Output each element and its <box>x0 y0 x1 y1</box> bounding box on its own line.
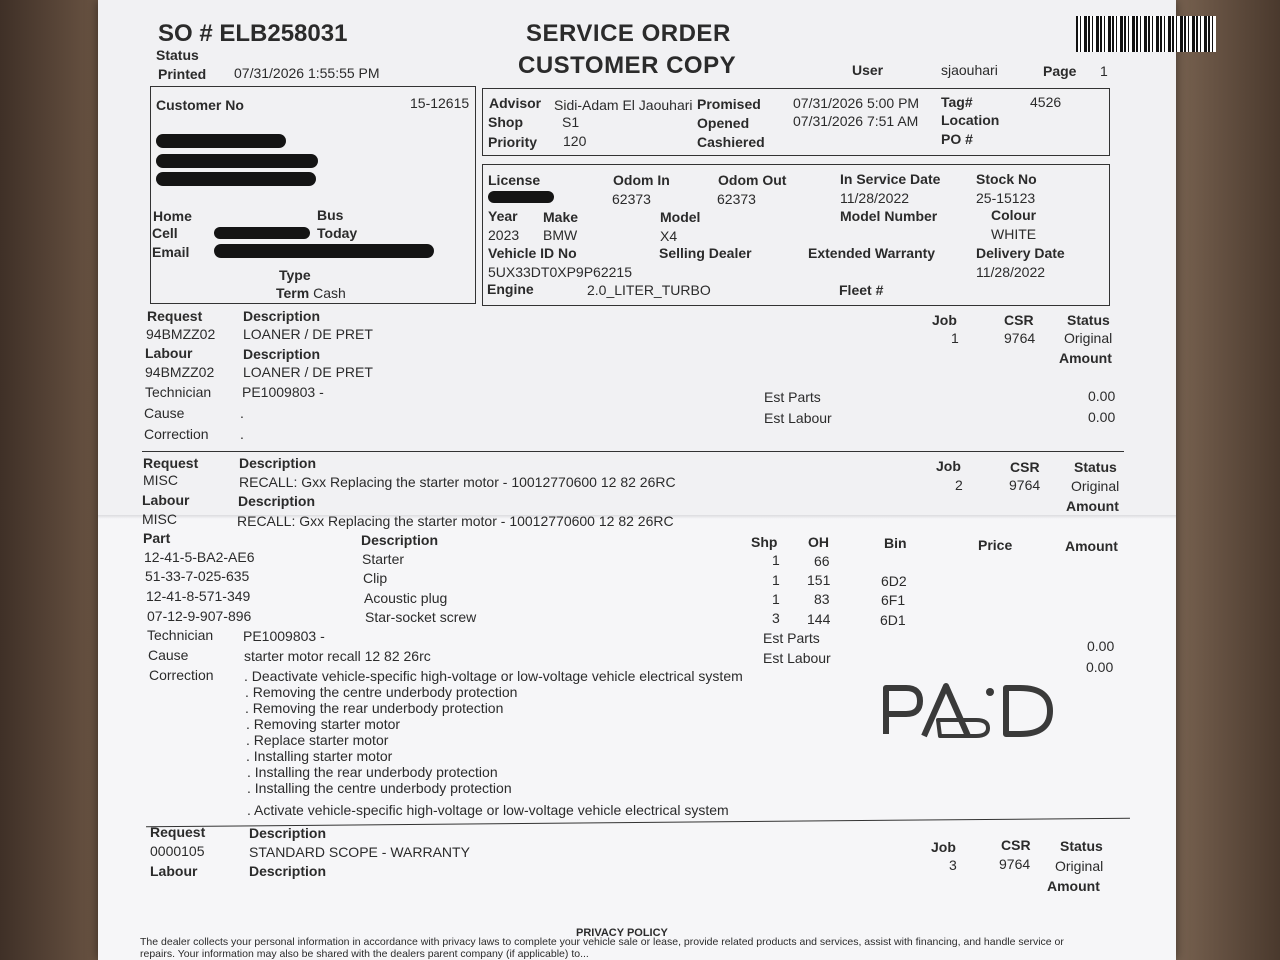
job1-description-label: Description <box>243 308 321 324</box>
job2-est-parts-value: 0.00 <box>1087 638 1115 654</box>
job3-status-value: Original <box>1055 858 1104 874</box>
part-row-1-desc: Starter <box>362 551 405 567</box>
odom-in-value: 62373 <box>612 191 651 207</box>
job1-est-parts-label: Est Parts <box>764 389 821 405</box>
page-value: 1 <box>1100 63 1108 79</box>
job3-labour-label: Labour <box>150 863 198 879</box>
promised-label: Promised <box>697 96 761 112</box>
part-row-1-number: 12-41-5-BA2-AE6 <box>144 549 255 565</box>
redaction-name <box>156 134 286 148</box>
job2-csr-value: 9764 <box>1009 477 1041 493</box>
part-row-4-number: 07-12-9-907-896 <box>147 608 252 624</box>
title-customer-copy: CUSTOMER COPY <box>518 52 737 79</box>
promised-value: 07/31/2026 5:00 PM <box>793 95 920 111</box>
selling-dealer-label: Selling Dealer <box>659 245 752 261</box>
job1-labour-code: 94BMZZ02 <box>145 364 215 380</box>
job2-description-label: Description <box>239 455 317 471</box>
part-row-1-shp: 1 <box>772 552 780 568</box>
part-row-4-desc: Star-socket screw <box>365 609 477 625</box>
job3-status-label: Status <box>1060 838 1103 854</box>
job1-est-parts-value: 0.00 <box>1088 388 1116 404</box>
stock-label: Stock No <box>976 171 1037 187</box>
engine-value: 2.0_LITER_TURBO <box>587 282 711 298</box>
delivery-date-value: 11/28/2022 <box>976 264 1046 280</box>
part-row-3-bin: 6F1 <box>881 592 906 608</box>
delivery-date-label: Delivery Date <box>976 245 1065 261</box>
job2-request-label: Request <box>143 455 199 471</box>
part-row-3-desc: Acoustic plug <box>364 590 448 606</box>
part-row-2-desc: Clip <box>363 570 388 586</box>
status-label: Status <box>156 47 199 63</box>
stock-value: 25-15123 <box>976 190 1036 206</box>
part-row-4-oh: 144 <box>807 611 831 627</box>
job2-amount-label: Amount <box>1066 498 1119 514</box>
email-label: Email <box>152 244 190 260</box>
po-label: PO # <box>941 131 973 147</box>
part-row-4-bin: 6D1 <box>880 612 906 628</box>
redaction-license <box>488 191 554 203</box>
part-row-2-shp: 1 <box>772 572 780 588</box>
job2-correction-label: Correction <box>149 667 214 683</box>
job1-job-value: 1 <box>951 330 959 346</box>
title-service-order: SERVICE ORDER <box>526 20 731 47</box>
term-label: Term <box>276 285 310 301</box>
job1-labour-desc: LOANER / DE PRET <box>243 364 373 380</box>
advisor-value: Sidi-Adam El Jaouhari <box>554 97 693 113</box>
part-row-3-number: 12-41-8-571-349 <box>146 588 251 604</box>
parts-header-price: Price <box>978 537 1013 553</box>
job2-cause-label: Cause <box>148 647 189 663</box>
privacy-title: PRIVACY POLICY <box>576 927 668 939</box>
customer-no-label: Customer No <box>156 97 244 113</box>
job2-technician-label: Technician <box>147 627 214 643</box>
job1-est-labour-value: 0.00 <box>1088 409 1116 425</box>
user-label: User <box>852 62 884 78</box>
user-value: sjaouhari <box>941 62 998 78</box>
fleet-label: Fleet # <box>839 282 884 298</box>
job2-request-code: MISC <box>143 472 178 488</box>
job2-status-label: Status <box>1074 459 1117 475</box>
parts-header-description: Description <box>361 532 439 548</box>
model-label: Model <box>660 209 701 225</box>
job2-status-value: Original <box>1071 478 1120 494</box>
in-service-label: In Service Date <box>840 171 941 187</box>
background-left <box>0 0 100 960</box>
job3-job-label: Job <box>931 839 956 855</box>
part-row-4-shp: 3 <box>772 610 780 626</box>
make-label: Make <box>543 209 579 225</box>
job1-est-labour-label: Est Labour <box>764 410 832 426</box>
job2-job-value: 2 <box>955 477 963 493</box>
bus-label: Bus <box>317 207 344 223</box>
correction-step-8: . Installing the centre underbody protection <box>247 780 512 796</box>
priority-value: 120 <box>563 133 587 149</box>
license-label: License <box>488 172 541 188</box>
job1-status-value: Original <box>1064 330 1113 346</box>
shop-value: S1 <box>562 114 580 130</box>
customer-box <box>150 86 476 304</box>
type-label: Type <box>279 267 311 283</box>
job1-job-label: Job <box>932 312 957 328</box>
job1-labour-description-label: Description <box>243 346 321 362</box>
opened-value: 07/31/2026 7:51 AM <box>793 113 919 129</box>
job1-labour-label: Labour <box>145 345 193 361</box>
odom-out-value: 62373 <box>717 191 756 207</box>
year-label: Year <box>488 208 518 224</box>
part-row-1-oh: 66 <box>814 553 830 569</box>
model-value: X4 <box>660 228 678 244</box>
tag-value: 4526 <box>1030 94 1062 110</box>
background-right <box>1170 0 1280 960</box>
job1-correction-label: Correction <box>144 426 209 442</box>
job3-request-desc: STANDARD SCOPE - WARRANTY <box>249 844 470 860</box>
correction-step-7: . Installing the rear underbody protection <box>247 764 498 780</box>
job2-csr-label: CSR <box>1010 459 1040 475</box>
divider-job2 <box>142 451 1124 452</box>
opened-label: Opened <box>697 115 750 131</box>
customer-no-value: 15-12615 <box>410 95 470 111</box>
barcode <box>1076 16 1216 52</box>
vin-value: 5UX33DT0XP9P62215 <box>488 264 632 280</box>
printed-label: Printed <box>158 66 207 82</box>
job1-request-desc: LOANER / DE PRET <box>243 326 373 342</box>
privacy-line-2: repairs. Your information may also be shared with the dealers parent company (if applicable) to... <box>140 948 589 960</box>
redaction-city <box>156 172 316 186</box>
job2-est-labour-value: 0.00 <box>1086 659 1114 675</box>
parts-header-amount: Amount <box>1065 538 1118 554</box>
redaction-address <box>156 154 318 168</box>
odom-in-label: Odom In <box>613 172 670 188</box>
home-label: Home <box>153 208 192 224</box>
job2-job-label: Job <box>936 458 961 474</box>
job2-est-parts-label: Est Parts <box>763 630 820 646</box>
vin-label: Vehicle ID No <box>488 245 577 261</box>
job1-technician-value: PE1009803 - <box>242 384 324 400</box>
redaction-cell <box>214 227 310 239</box>
location-label: Location <box>941 112 1000 128</box>
page-label: Page <box>1043 63 1077 79</box>
correction-step-2: . Removing the centre underbody protection <box>245 684 518 700</box>
job1-csr-value: 9764 <box>1004 330 1036 346</box>
parts-header-oh: OH <box>808 534 829 550</box>
engine-label: Engine <box>487 281 534 297</box>
job3-csr-label: CSR <box>1001 837 1031 853</box>
parts-header-shp: Shp <box>751 534 778 550</box>
job3-request-code: 0000105 <box>150 843 205 859</box>
job1-cause-label: Cause <box>144 405 185 421</box>
job2-labour-description-label: Description <box>238 493 316 509</box>
model-number-label: Model Number <box>840 208 938 224</box>
part-row-2-oh: 151 <box>807 572 831 588</box>
job2-labour-code: MISC <box>142 511 177 527</box>
job2-cause-value: starter motor recall 12 82 26rc <box>244 648 431 664</box>
job3-description-label: Description <box>249 825 327 841</box>
job3-job-value: 3 <box>949 857 957 873</box>
part-row-2-bin: 6D2 <box>881 573 907 589</box>
job3-amount-label: Amount <box>1047 878 1100 894</box>
correction-step-6: . Installing starter motor <box>246 748 393 764</box>
job1-status-label: Status <box>1067 312 1110 328</box>
job2-technician-value: PE1009803 - <box>243 628 325 644</box>
privacy-line-1: The dealer collects your personal information in accordance with privacy laws to complete your vehicle sale or lease, provide related products and services, assist with financing, and handle service or <box>140 936 1064 948</box>
job3-csr-value: 9764 <box>999 856 1031 872</box>
cashiered-label: Cashiered <box>697 134 765 150</box>
job1-technician-label: Technician <box>145 384 212 400</box>
correction-step-4: . Removing starter motor <box>246 716 401 732</box>
correction-step-1: . Deactivate vehicle-specific high-voltage or low-voltage vehicle electrical system <box>244 668 743 684</box>
job2-request-desc: RECALL: Gxx Replacing the starter motor - 10012770600 12 82 26RC <box>239 474 676 490</box>
cell-label: Cell <box>152 225 178 241</box>
colour-label: Colour <box>991 207 1037 223</box>
job1-request-label: Request <box>147 308 203 324</box>
odom-out-label: Odom Out <box>718 172 787 188</box>
correction-step-3: . Removing the rear underbody protection <box>245 700 504 716</box>
part-row-3-shp: 1 <box>772 591 780 607</box>
term-value: Cash <box>313 285 346 301</box>
job3-labour-description-label: Description <box>249 863 327 879</box>
correction-step-5: . Replace starter motor <box>246 732 389 748</box>
job2-est-labour-label: Est Labour <box>763 650 831 666</box>
printed-value: 07/31/2026 1:55:55 PM <box>234 65 380 81</box>
so-number: SO # ELB258031 <box>158 20 348 47</box>
part-row-3-oh: 83 <box>814 591 830 607</box>
correction-step-9: . Activate vehicle-specific high-voltage or low-voltage vehicle electrical system <box>247 802 729 818</box>
job3-request-label: Request <box>150 824 206 840</box>
parts-header-bin: Bin <box>884 535 907 551</box>
job1-cause-dot: . <box>240 405 244 421</box>
tag-label: Tag# <box>941 94 973 110</box>
today-label: Today <box>317 225 358 241</box>
job1-request-code: 94BMZZ02 <box>146 326 216 342</box>
service-order-document <box>98 0 1176 960</box>
job2-labour-label: Labour <box>142 492 190 508</box>
job1-amount-label: Amount <box>1059 350 1112 366</box>
part-row-2-number: 51-33-7-025-635 <box>145 568 250 584</box>
extended-warranty-label: Extended Warranty <box>808 245 936 261</box>
priority-label: Priority <box>488 134 538 150</box>
paid-stamp <box>880 678 1060 742</box>
job2-labour-desc: RECALL: Gxx Replacing the starter motor - 10012770600 12 82 26RC <box>237 513 674 529</box>
redaction-email <box>214 244 434 258</box>
shop-label: Shop <box>488 114 523 130</box>
parts-header-part: Part <box>143 530 171 546</box>
make-value: BMW <box>543 227 578 243</box>
in-service-value: 11/28/2022 <box>840 190 910 206</box>
job1-correction-dot: . <box>240 426 244 442</box>
advisor-label: Advisor <box>489 95 542 111</box>
year-value: 2023 <box>488 227 520 243</box>
job1-csr-label: CSR <box>1004 312 1034 328</box>
colour-value: WHITE <box>991 226 1037 242</box>
